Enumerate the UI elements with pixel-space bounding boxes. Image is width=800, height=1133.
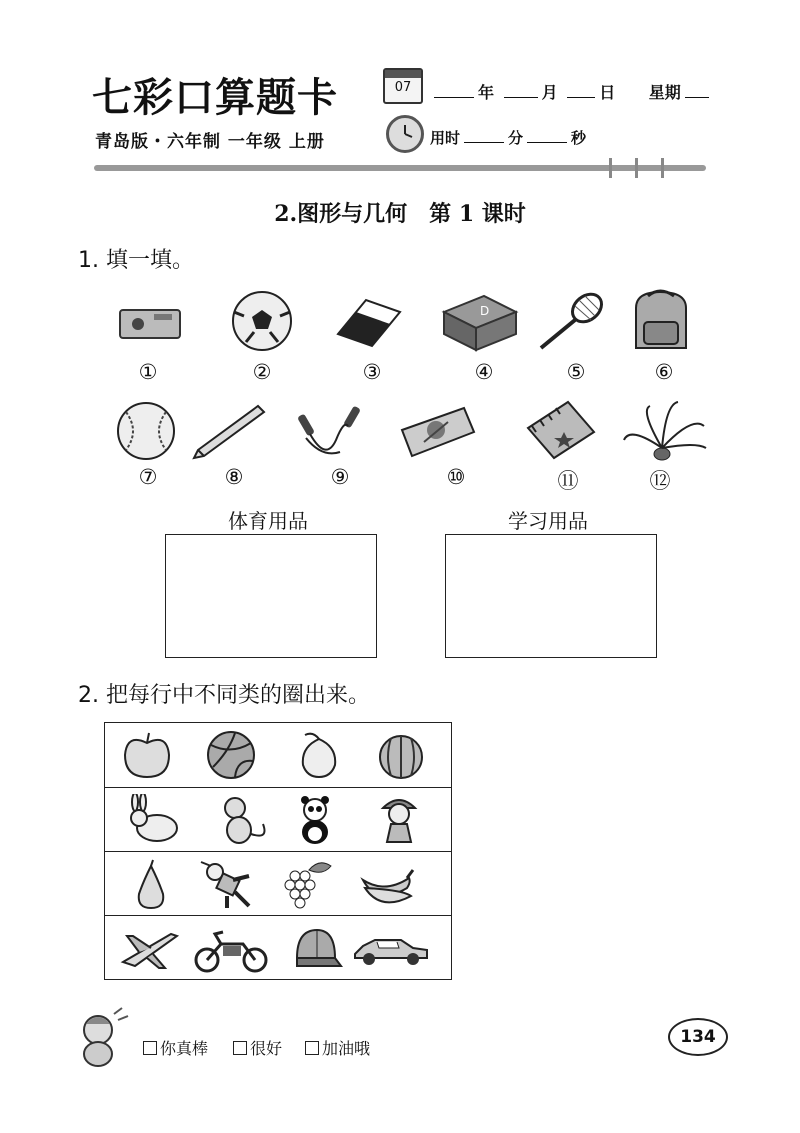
pencil-sharpener-icon bbox=[108, 292, 188, 354]
checkbox-keep-going[interactable]: 加油哦 bbox=[305, 1036, 370, 1059]
apple-icon[interactable] bbox=[117, 729, 177, 781]
sports-box-label: 体育用品 bbox=[228, 509, 308, 533]
divider-bead bbox=[661, 158, 664, 178]
motorcycle-icon[interactable] bbox=[193, 922, 253, 974]
peach-icon[interactable] bbox=[289, 729, 349, 781]
item-number: ⑥ bbox=[654, 360, 674, 384]
date-line bbox=[430, 80, 713, 103]
item-number: ⑤ bbox=[566, 360, 586, 384]
pear-icon[interactable] bbox=[121, 858, 181, 910]
header-divider bbox=[94, 165, 706, 171]
notebook-icon bbox=[520, 398, 600, 460]
monkey-icon[interactable] bbox=[213, 794, 273, 846]
weekday-label: 星期 bbox=[648, 83, 681, 102]
calendar-day: 07 bbox=[394, 80, 412, 95]
item-number: ⑪ bbox=[557, 469, 579, 493]
classification-grid bbox=[104, 722, 452, 980]
car-icon[interactable] bbox=[351, 922, 411, 974]
section-title: 2.图形与几何 第 1 课时 bbox=[274, 201, 526, 227]
question1-title: 1. 填一填。 bbox=[78, 248, 194, 273]
panda-icon[interactable] bbox=[289, 794, 349, 846]
month-label: 月 bbox=[541, 83, 558, 102]
tennis-racket-icon bbox=[535, 290, 615, 352]
divider-bead bbox=[635, 158, 638, 178]
svg-text:D: D bbox=[480, 304, 490, 318]
doll-icon[interactable] bbox=[369, 794, 429, 846]
divider-bead bbox=[609, 158, 612, 178]
checkbox-great[interactable]: 你真棒 bbox=[143, 1036, 208, 1059]
toy-doll-icon[interactable] bbox=[197, 858, 257, 910]
rabbit-icon[interactable] bbox=[125, 794, 185, 846]
item-number: ③ bbox=[362, 360, 382, 384]
checkbox-good[interactable]: 很好 bbox=[233, 1036, 282, 1059]
pencil-icon bbox=[186, 400, 266, 462]
clock-icon bbox=[386, 115, 424, 153]
sports-answer-box[interactable] bbox=[165, 534, 377, 658]
grapes-icon[interactable] bbox=[275, 858, 335, 910]
item-number: ④ bbox=[474, 360, 494, 384]
dictionary-book-icon bbox=[440, 290, 520, 352]
baseball-icon bbox=[106, 400, 186, 462]
study-box-label: 学习用品 bbox=[508, 509, 588, 533]
item-number: ② bbox=[252, 360, 272, 384]
grid-row bbox=[105, 787, 451, 852]
cap-icon[interactable] bbox=[287, 922, 347, 974]
time-line bbox=[430, 127, 586, 148]
item-number: ⑦ bbox=[138, 465, 158, 489]
page-number: 134 bbox=[668, 1018, 728, 1056]
jump-rope-icon bbox=[296, 400, 376, 462]
brand-title: 七彩口算题卡 bbox=[92, 74, 338, 121]
calendar-icon bbox=[383, 68, 423, 104]
day-label: 日 bbox=[599, 83, 616, 102]
pencil-case-icon bbox=[398, 400, 478, 462]
cartoon-mascot-icon bbox=[70, 1004, 134, 1068]
soccer-ball-icon bbox=[222, 290, 302, 352]
shuttlecock-icon bbox=[620, 396, 700, 458]
eraser-icon bbox=[330, 290, 410, 352]
volleyball-icon[interactable] bbox=[201, 729, 261, 781]
backpack-icon bbox=[622, 288, 702, 350]
item-number: ① bbox=[138, 360, 158, 384]
question2-title: 2. 把每行中不同类的圈出来。 bbox=[78, 683, 370, 708]
study-answer-box[interactable] bbox=[445, 534, 657, 658]
item-number: ⑨ bbox=[330, 465, 350, 489]
airplane-icon[interactable] bbox=[119, 922, 179, 974]
year-label: 年 bbox=[478, 83, 495, 102]
banana-icon[interactable] bbox=[357, 858, 417, 910]
edition-subtitle: 青岛版・六年制 一年级 上册 bbox=[95, 132, 325, 152]
item-number: ⑧ bbox=[224, 465, 244, 489]
grid-row bbox=[105, 723, 451, 787]
minutes-label: 分 bbox=[508, 129, 524, 147]
item-number: ⑫ bbox=[649, 469, 671, 493]
watermelon-icon[interactable] bbox=[371, 729, 431, 781]
item-number: ⑩ bbox=[446, 465, 466, 489]
seconds-label: 秒 bbox=[571, 129, 587, 147]
grid-row bbox=[105, 915, 451, 980]
time-label: 用时 bbox=[430, 129, 461, 147]
grid-row bbox=[105, 851, 451, 916]
